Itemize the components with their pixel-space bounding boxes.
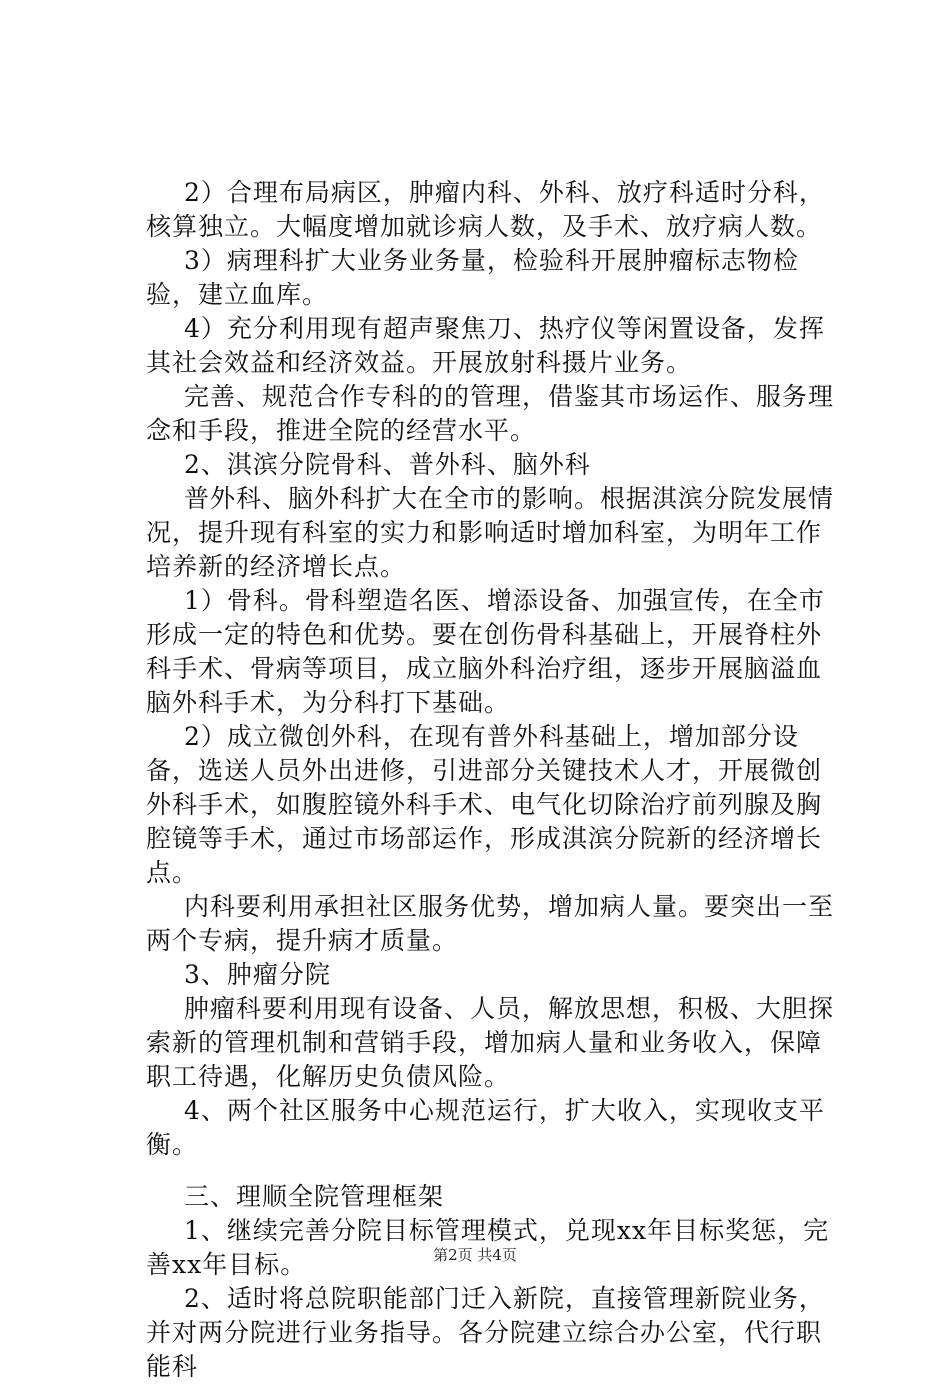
paragraph-11: 2、适时将总院职能部门迁入新院，直接管理新院业务，并对两分院进行业务指导。各分院建立综合办公室，代行职能科: [146, 1284, 825, 1381]
paragraph-6: 1）骨科。骨科塑造名医、增添设备、加强宣传，在全市形成一定的特色和优势。要在创伤骨科基础上，开展脊柱外科手术、骨病等项目，成立脑外科治疗组，逐步开展脑溢血脑外科手术，为分科打下基础。: [146, 586, 825, 717]
paragraph-5: 普外科、脑外科扩大在全市的影响。根据淇滨分院发展情况，提升现有科室的实力和影响适时增加科室，为明年工作培养新的经济增长点。: [146, 484, 835, 581]
page-number-footer: 第2页 共4页: [433, 1246, 517, 1264]
chapter-heading-3: 三、理顺全院管理框架: [184, 1182, 445, 1211]
paragraph-gap: [146, 1162, 846, 1180]
section-heading-4: 4、两个社区服务中心规范运行，扩大收入，实现收支平衡。: [146, 1096, 825, 1159]
section-heading-2: 2、淇滨分院骨科、普外科、脑外科: [184, 450, 591, 479]
paragraph-10: 1、继续完善分院目标管理模式，兑现xx年目标奖惩，完善xx年目标。: [146, 1216, 830, 1279]
paragraph-1: 2）合理布局病区，肿瘤内科、外科、放疗科适时分科，核算独立。大幅度增加就诊病人数，及手术、放疗病人数。: [146, 178, 825, 241]
section-heading-3: 3、肿瘤分院: [184, 960, 331, 989]
document-body: [146, 176, 846, 1384]
paragraph-2: 3）病理科扩大业务业务量，检验科开展肿瘤标志物检验，建立血库。: [146, 246, 799, 309]
paragraph-9: 肿瘤科要利用现有设备、人员，解放思想，积极、大胆探索新的管理机制和营销手段，增加病人量和业务收入，保障职工待遇，化解历史负债风险。: [146, 994, 835, 1091]
paragraph-3: 4）充分利用现有超声聚焦刀、热疗仪等闲置设备，发挥其社会效益和经济效益。开展放射科摄片业务。: [146, 314, 825, 377]
paragraph-4: 完善、规范合作专科的的管理，借鉴其市场运作、服务理念和手段，推进全院的经营水平。: [146, 382, 835, 445]
paragraph-7: 2）成立微创外科，在现有普外科基础上，增加部分设备，选送人员外出进修，引进部分关键技术人才，开展微创外科手术，如腹腔镜外科手术、电气化切除治疗前列腺及胸腔镜等手术，通过市场部运作，形成淇滨分院新的经济增长点。: [146, 722, 823, 887]
paragraph-8: 内科要利用承担社区服务优势，增加病人量。要突出一至两个专病，提升病才质量。: [146, 892, 835, 955]
